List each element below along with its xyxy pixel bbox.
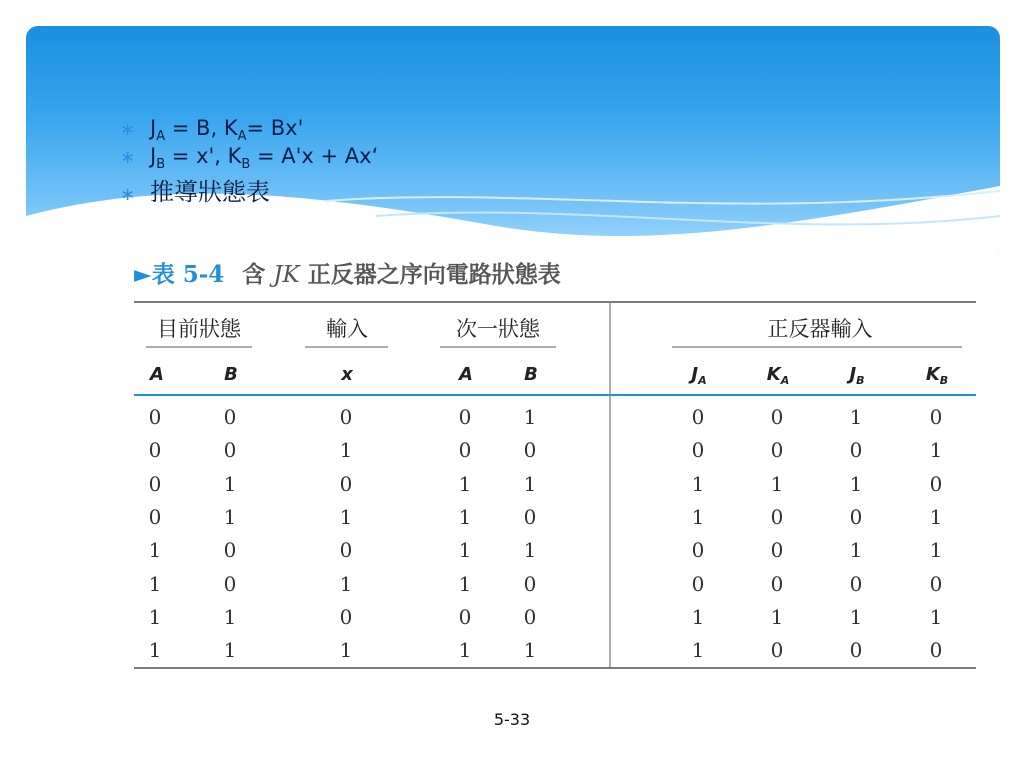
table-cell: 0 — [523, 438, 537, 463]
table-cell: 1 — [458, 471, 472, 496]
table-cell: 0 — [929, 405, 943, 429]
table-cell: 0 — [849, 438, 863, 463]
header-input: 輸入 — [326, 317, 368, 341]
table-cell: 0 — [929, 471, 943, 496]
col-header-jb: $J_B$ — [849, 364, 865, 387]
table-cell: 0 — [223, 571, 237, 596]
bullet-text: $J_B = x'$, $K_B = A'x$ + Ax‘ — [150, 144, 379, 172]
table-title-jk: JK — [273, 262, 300, 288]
table-cell: 1 — [458, 538, 472, 563]
table-cell: 1 — [849, 405, 863, 429]
table-cell: 1 — [770, 471, 784, 496]
table-cell: 1 — [339, 504, 353, 529]
table-cell: 0 — [339, 471, 353, 496]
table-cell: 1 — [148, 538, 162, 563]
table-cell: 0 — [691, 405, 705, 429]
table-cell: 1 — [339, 638, 353, 663]
table-cell: 1 — [849, 471, 863, 496]
table-cell: 0 — [770, 638, 784, 663]
bullet-star-icon: ∗ — [120, 119, 136, 140]
table-cell: 1 — [458, 638, 472, 663]
table-cell: 1 — [691, 638, 705, 663]
table-cell: 0 — [223, 538, 237, 563]
col-header-kb: $K_B$ — [925, 364, 949, 387]
table-title-pre: 含 — [242, 261, 274, 288]
table-cell: 0 — [691, 438, 705, 463]
table-cell: 0 — [148, 471, 162, 496]
table-cell: 1 — [849, 604, 863, 629]
table-cell: 1 — [223, 471, 237, 496]
table-cell: 1 — [691, 604, 705, 629]
header-ff-inputs: 正反器輸入 — [767, 317, 873, 341]
table-cell: 1 — [849, 538, 863, 563]
table-cell: 0 — [458, 405, 472, 429]
table-cell: 0 — [148, 405, 162, 429]
table-cell: 1 — [523, 471, 537, 496]
col-header-ka: $K_A$ — [766, 364, 790, 387]
table-cell: 1 — [148, 571, 162, 596]
bullet-text: $J_A = B$, $K_A= Bx'$ — [150, 116, 304, 144]
table-cell: 0 — [339, 405, 353, 429]
table-cell: 0 — [849, 504, 863, 529]
col-header-b: B — [224, 364, 238, 385]
table-cell: 1 — [770, 604, 784, 629]
bullet-star-icon: ∗ — [120, 147, 136, 168]
table-cell: 0 — [458, 604, 472, 629]
bullet-text: 推導狀態表 — [150, 178, 270, 206]
table-cell: 1 — [223, 604, 237, 629]
triangle-marker-icon: ► — [134, 261, 152, 288]
table-cell: 0 — [223, 405, 237, 429]
table-cell: 0 — [523, 504, 537, 529]
table-cell: 1 — [691, 504, 705, 529]
table-cell: 0 — [849, 571, 863, 596]
col-header-next-a: A — [459, 364, 473, 385]
table-cell: 0 — [770, 438, 784, 463]
table-cell: 1 — [148, 638, 162, 663]
table-cell: 1 — [523, 638, 537, 663]
table-cell: 1 — [148, 604, 162, 629]
table-cell: 1 — [929, 604, 943, 629]
table-cell: 1 — [458, 504, 472, 529]
table-cell: 1 — [929, 438, 943, 463]
table-cell: 1 — [458, 571, 472, 596]
header-present-state: 目前狀態 — [157, 317, 241, 341]
table-cell: 0 — [849, 638, 863, 663]
table-cell: 1 — [523, 538, 537, 563]
table-cell: 1 — [339, 438, 353, 463]
table-cell: 0 — [770, 405, 784, 429]
col-header-x: x — [341, 364, 353, 385]
table-title-post: 正反器之序向電路狀態表 — [299, 261, 561, 288]
col-header-ja: $J_A$ — [691, 364, 707, 387]
header-next-state: 次一狀態 — [456, 317, 540, 341]
table-cell: 0 — [148, 438, 162, 463]
table-cell: 0 — [148, 504, 162, 529]
table-cell: 0 — [339, 604, 353, 629]
page-number: 5-33 — [493, 710, 531, 729]
table-cell: 0 — [770, 571, 784, 596]
table-cell: 0 — [929, 638, 943, 663]
col-header-next-b: B — [524, 364, 538, 385]
table-cell: 0 — [691, 571, 705, 596]
table-cell: 1 — [523, 405, 537, 429]
col-header-a: A — [150, 364, 164, 385]
table-cell: 1 — [929, 504, 943, 529]
table-number: 表 5-4 — [151, 261, 225, 288]
table-cell: 0 — [929, 571, 943, 596]
table-cell: 0 — [458, 438, 472, 463]
table-cell: 0 — [523, 604, 537, 629]
table-cell: 0 — [339, 538, 353, 563]
table-cell: 1 — [339, 571, 353, 596]
table-cell: 1 — [223, 504, 237, 529]
bullet-star-icon: ∗ — [120, 184, 136, 205]
table-cell: 0 — [691, 538, 705, 563]
table-cell: 0 — [523, 571, 537, 596]
table-cell: 1 — [223, 638, 237, 663]
table-cell: 1 — [929, 538, 943, 563]
table-cell: 0 — [223, 438, 237, 463]
table-cell: 0 — [770, 538, 784, 563]
table-cell: 1 — [691, 471, 705, 496]
table-cell: 0 — [770, 504, 784, 529]
